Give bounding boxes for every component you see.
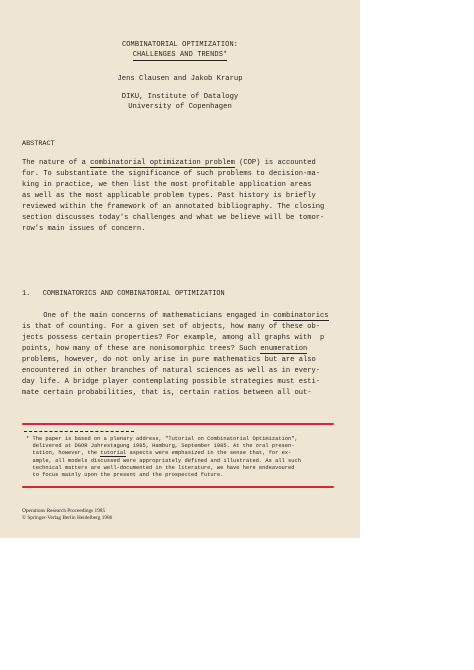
underlined-term: tutorial (100, 450, 127, 457)
text-line: day life. A bridge player contemplating possible strategies must esti- (22, 378, 320, 386)
underlined-term: combinatorial optimization problem (90, 159, 235, 167)
text-line: problems, however, do not only arise in pure mathematics but are also (22, 356, 316, 364)
footnote-divider (24, 431, 134, 432)
text-line: section discusses today's challenges and what we believe will be tomor- (22, 214, 325, 222)
text-line: ample, all models discussed were appropriately defined and illustrated. As all such (26, 457, 301, 464)
publisher-info (22, 508, 112, 521)
red-marker-line-bottom (22, 486, 334, 488)
text-line: row's main issues of concern. (22, 225, 146, 233)
text-line: * The paper is based on a plenary address, "Tutorial on Combinatorial Optimization", (26, 436, 298, 442)
abstract-body (22, 158, 334, 235)
text-line: for. To substantiate the significance of such problems to decision-ma- (22, 170, 320, 178)
paper-title (80, 40, 280, 61)
publisher-proceedings: Operations Research Proceedings 1985 (22, 508, 106, 514)
text-line: king in practice, we then list the most profitable application areas (22, 181, 312, 189)
affiliation-institute: DIKU, Institute of Datalogy (121, 93, 239, 101)
text-line: to focus mainly upon the present and the prospected future. (26, 472, 224, 479)
underlined-term: combinatorics (273, 312, 329, 320)
section-heading (22, 290, 225, 298)
text-line: as well as the most applicable problem types. Past history is briefly (22, 192, 316, 200)
section-body (22, 311, 340, 399)
title-line-1: COMBINATORIAL OPTIMIZATION: (121, 41, 239, 49)
text-line: The nature of a combinatorial optimization problem (COP) is accounted (22, 159, 316, 167)
affiliation-university: University of Copenhagen (128, 103, 232, 111)
section-title: COMBINATORICS AND COMBINATORIAL OPTIMIZATION (42, 290, 225, 298)
author-block (80, 74, 280, 112)
footnote (26, 436, 344, 479)
text-line: technical matters are well-documented in the literature, we have here endeavoured (26, 464, 295, 471)
text-line: reviewed within the framework of an annotated bibliography. The closing (22, 203, 325, 211)
authors: Jens Clausen and Jakob Krarup (117, 75, 243, 83)
text-line: delivered at DGOR Jahrestagung 1985, Hamburg, September 1985. At the oral presen- (26, 443, 295, 450)
section-number: 1. (22, 290, 31, 298)
text-line: mate certain probabilities, that is, certain ratios between all out- (22, 389, 312, 397)
text-line: One of the main concerns of mathematicians engaged in combinatorics (22, 312, 329, 320)
text-line: jects possess certain properties? For example, among all graphs with p (22, 334, 325, 342)
abstract-heading: ABSTRACT (22, 140, 55, 148)
text-line: is that of counting. For a given set of objects, how many of these ob- (22, 323, 320, 331)
text-line: encountered in other branches of natural sciences as well as in every- (22, 367, 320, 375)
red-marker-line-top (22, 423, 334, 425)
text-line: points, how many of these are nonisomorphic trees? Such enumeration (22, 345, 308, 353)
text-line: tation, however, the tutorial aspects were emphasized in the sense that, for ex- (26, 450, 292, 457)
underlined-term: enumeration (260, 345, 308, 353)
publisher-copyright: © Springer-Verlag Berlin Heidelberg 1986 (22, 514, 113, 521)
title-line-2: CHALLENGES AND TRENDS* (132, 51, 228, 59)
